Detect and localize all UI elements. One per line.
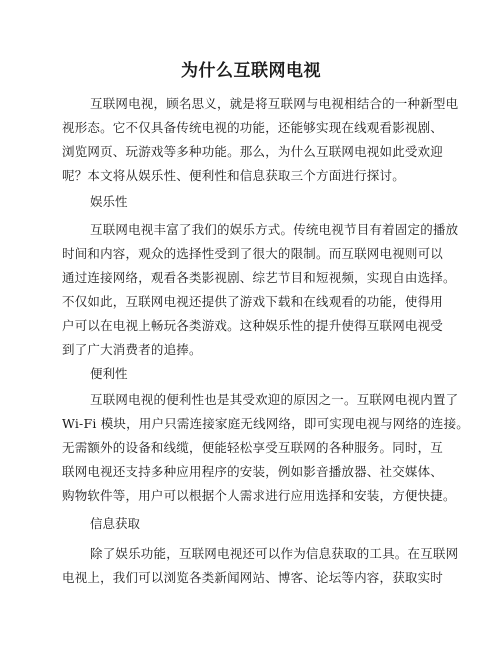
paragraph-line: 除了娱乐功能，互联网电视还可以作为信息获取的工具。在互联网 bbox=[90, 546, 459, 561]
paragraph-line: 联网电视还支持多种应用程序的安装，例如影音播放器、社交媒体、 bbox=[62, 464, 444, 479]
paragraph-line: 通过连接网络，观看各类影视剧、综艺节目和短视频，实现自由选择。 bbox=[62, 270, 456, 285]
intro-line: 视形态。它不仅具备传统电视的功能，还能够实现在线观看影视剧、 bbox=[62, 120, 444, 135]
paragraph-line: Wi-Fi 模块，用户只需连接家庭无线网络，即可实现电视与网络的连接。 bbox=[62, 416, 469, 431]
paragraph-line: 互联网电视的便利性也是其受欢迎的原因之一。互联网电视内置了 bbox=[90, 392, 459, 407]
paragraph-line: 无需额外的设备和线缆，便能轻松享受互联网的各种服务。同时，互 bbox=[62, 440, 444, 455]
paragraph-line: 购物软件等，用户可以根据个人需求进行应用选择和安装，方便快捷。 bbox=[62, 488, 456, 503]
paragraph-line: 不仅如此，互联网电视还提供了游戏下载和在线观看的功能，使得用 bbox=[62, 294, 444, 309]
paragraph-line: 时间和内容，观众的选择性受到了很大的限制。而互联网电视则可以 bbox=[62, 246, 444, 261]
intro-line: 呢？本文将从娱乐性、便利性和信息获取三个方面进行探讨。 bbox=[62, 168, 405, 183]
intro-line: 浏览网页、玩游戏等多种功能。那么，为什么互联网电视如此受欢迎 bbox=[62, 144, 444, 159]
paragraph-line: 户可以在电视上畅玩各类游戏。这种娱乐性的提升使得互联网电视受 bbox=[62, 318, 444, 333]
intro-line: 互联网电视，顾名思义，就是将互联网与电视相结合的一种新型电 bbox=[90, 96, 459, 111]
section-heading-convenience: 便利性 bbox=[90, 366, 128, 381]
paragraph-line: 到了广大消费者的追捧。 bbox=[62, 342, 202, 357]
paragraph-line: 互联网电视丰富了我们的娱乐方式。传统电视节目有着固定的播放 bbox=[90, 222, 459, 237]
paragraph-line: 电视上，我们可以浏览各类新闻网站、博客、论坛等内容，获取实时 bbox=[62, 570, 444, 585]
document-title: 为什么互联网电视 bbox=[181, 61, 321, 81]
section-heading-information: 信息获取 bbox=[90, 516, 141, 531]
section-heading-entertainment: 娱乐性 bbox=[90, 194, 128, 209]
